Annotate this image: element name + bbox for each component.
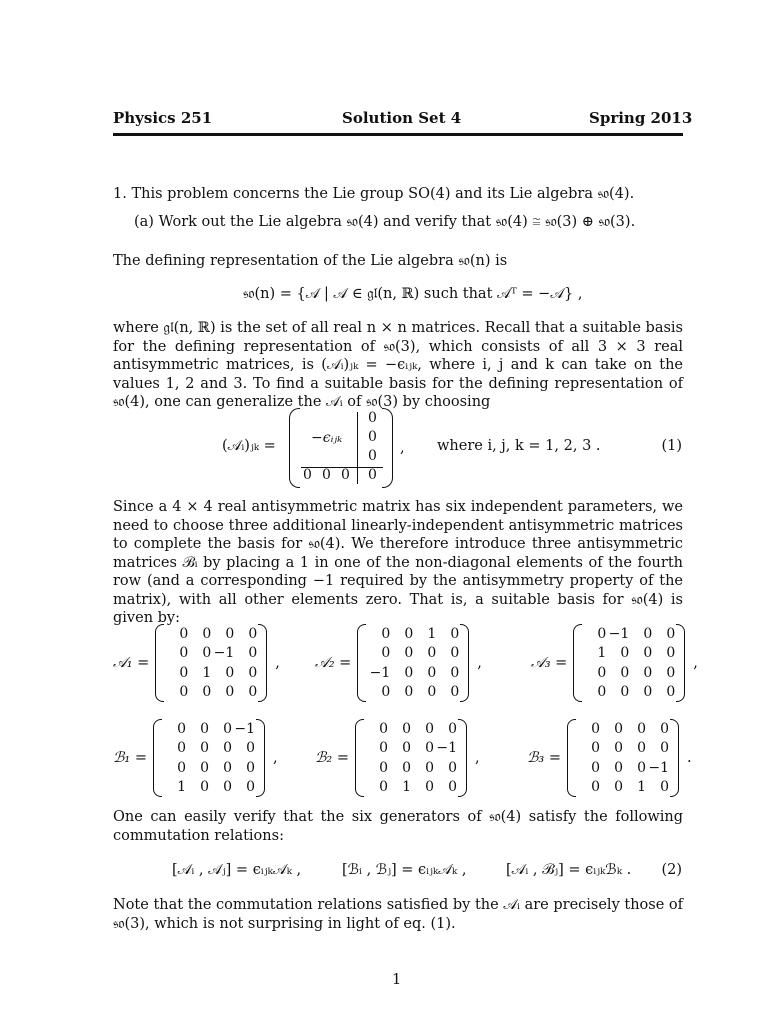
matrix-entry: 0 xyxy=(202,684,212,700)
matrix-entry: 0 xyxy=(248,625,258,642)
matrix-entry: 0 xyxy=(620,664,630,681)
matrix-entry: 0 xyxy=(404,684,414,700)
matrix-grid xyxy=(164,625,258,702)
matrix-entry: 0 xyxy=(223,740,232,756)
matrix-entry: 0 xyxy=(448,720,457,737)
eq1-vertical-divider xyxy=(357,412,358,484)
matrix-left-paren xyxy=(155,624,164,702)
matrix-trailing-punct: , xyxy=(474,750,480,766)
matrix-entry: 0 xyxy=(614,740,623,756)
matrix-entry: 0 xyxy=(381,625,391,642)
matrix-entry: 0 xyxy=(179,664,189,681)
eq1-col-entry: 0 xyxy=(368,429,377,445)
matrix-entry: −1 xyxy=(436,740,457,756)
matrix-trailing-punct: , xyxy=(693,655,698,671)
matrix-left-paren xyxy=(567,719,576,797)
header-course: Physics 251 xyxy=(113,109,213,127)
matrix-grid xyxy=(582,625,676,702)
matrix-entry: 0 xyxy=(246,759,255,776)
matrix-label: ℬ₂ = xyxy=(315,750,349,766)
basis-matrix xyxy=(113,624,280,702)
matrix-entry: 0 xyxy=(614,779,623,795)
matrix-left-paren xyxy=(573,624,582,702)
matrix-entry: 0 xyxy=(246,779,255,795)
matrix-entry: 1 xyxy=(597,645,607,661)
basis-matrix xyxy=(527,719,692,797)
matrix-entry: 0 xyxy=(179,684,189,700)
matrix-entry: 0 xyxy=(643,664,653,681)
matrix-entry: 0 xyxy=(448,759,457,776)
matrix-entry: 0 xyxy=(660,740,669,756)
eq1-number: (1) xyxy=(661,438,682,454)
paragraph-defining-rep: The defining representation of the Lie algebra 𝔰𝔬(n) is xyxy=(113,253,508,269)
matrix-entry: 0 xyxy=(666,645,676,661)
matrix-entry: 0 xyxy=(591,759,600,776)
matrix-entry: 0 xyxy=(591,779,600,795)
matrix-entry: 0 xyxy=(666,684,676,700)
matrix-entry: 0 xyxy=(427,664,437,681)
matrix-entry: 0 xyxy=(597,664,607,681)
matrix-entry: 0 xyxy=(637,740,646,756)
matrix-label: 𝒜₂ = xyxy=(315,655,352,671)
matrix-entry: 0 xyxy=(620,684,630,700)
matrix-entry: 0 xyxy=(427,645,437,661)
eq1-row-entry: 0 xyxy=(322,467,331,483)
basis-matrix xyxy=(113,719,278,797)
matrix-entry: 0 xyxy=(614,720,623,737)
matrix-entry: 0 xyxy=(177,720,186,737)
matrix-entry: −1 xyxy=(608,625,630,642)
matrix-entry: 0 xyxy=(643,645,653,661)
matrix-entry: 0 xyxy=(448,779,457,795)
matrix-entry: 0 xyxy=(666,625,676,642)
matrix-label: ℬ₁ = xyxy=(113,750,147,766)
matrix-entry: 0 xyxy=(620,645,630,661)
matrix-right-paren xyxy=(258,624,267,702)
matrix-entry: 0 xyxy=(427,684,437,700)
matrix-entry: 0 xyxy=(379,740,388,756)
matrix-trailing-punct: , xyxy=(477,655,482,671)
matrix-entry: 0 xyxy=(379,779,388,795)
matrix-entry: 1 xyxy=(177,779,186,795)
matrix-label: 𝒜₃ = xyxy=(531,655,568,671)
matrix-right-paren xyxy=(256,719,265,797)
basis-matrix xyxy=(315,624,482,702)
eq1-row-entry: 0 xyxy=(341,467,350,483)
matrix-entry: 0 xyxy=(597,625,607,642)
matrix-entry: 1 xyxy=(202,664,212,681)
eq1-epsilon-block: −ϵᵢⱼₖ xyxy=(311,430,343,446)
matrix-entry: 0 xyxy=(402,740,411,756)
matrix-entry: 0 xyxy=(643,625,653,642)
paragraph-commutation: One can easily verify that the six generators of 𝔰𝔬(4) satisfy the following commutation relations: xyxy=(113,809,683,844)
matrix-entry: 0 xyxy=(179,625,189,642)
header-title: Solution Set 4 xyxy=(342,109,462,127)
eq1-row-entry: 0 xyxy=(368,467,377,483)
matrix-entry: 0 xyxy=(660,720,669,737)
matrix-entry: 0 xyxy=(223,720,232,737)
matrix-entry: 0 xyxy=(660,779,669,795)
matrix-entry: 0 xyxy=(225,684,235,700)
matrix-entry: 0 xyxy=(637,759,646,776)
matrix-right-paren xyxy=(458,719,467,797)
matrix-entry: 0 xyxy=(591,720,600,737)
matrix-entry: 0 xyxy=(450,684,460,700)
matrix-entry: 0 xyxy=(381,684,391,700)
matrix-entry: 0 xyxy=(177,759,186,776)
matrix-trailing-punct: , xyxy=(275,655,280,671)
matrix-entry: 0 xyxy=(225,664,235,681)
matrix-entry: 0 xyxy=(402,720,411,737)
matrix-entry: 0 xyxy=(200,720,209,737)
matrix-entry: 0 xyxy=(666,664,676,681)
problem-intro: 1. This problem concerns the Lie group SO(4) and its Lie algebra 𝔰𝔬(4). xyxy=(113,186,635,202)
paragraph-so3-basis: where 𝔤𝔩(n, ℝ) is the set of all real n × n matrices. Recall that a suitable basis for the defining representation of 𝔰𝔬(3), which consists of all 3 × 3 real antisymmetric matrices, is (𝒜ᵢ)ⱼₖ = −ϵᵢⱼₖ, where i, j and k can take on the values 1, 2 and 3. To find a suitable basis for the defining representation of 𝔰𝔬(4), one can generalize the 𝒜ᵢ of 𝔰𝔬(3) by choosing xyxy=(113,320,683,410)
matrix-entry: 0 xyxy=(202,625,212,642)
matrix-entry: 0 xyxy=(248,684,258,700)
matrix-entry: 0 xyxy=(404,625,414,642)
matrix-entry: 0 xyxy=(248,645,258,661)
matrix-left-paren xyxy=(153,719,162,797)
matrix-entry: 0 xyxy=(223,779,232,795)
eq1-col-entry: 0 xyxy=(368,448,377,464)
matrix-entry: −1 xyxy=(369,664,391,681)
header-term: Spring 2013 xyxy=(589,109,693,127)
matrix-grid xyxy=(162,720,256,797)
basis-matrix xyxy=(315,719,480,797)
page-number: 1 xyxy=(392,972,402,988)
matrix-entry: 0 xyxy=(425,759,434,776)
matrix-entry: 0 xyxy=(643,684,653,700)
matrix-entry: 0 xyxy=(425,779,434,795)
matrix-entry: 1 xyxy=(402,779,411,795)
matrix-entry: 0 xyxy=(202,645,212,661)
matrix-right-paren xyxy=(670,719,679,797)
matrix-left-paren xyxy=(355,719,364,797)
matrix-right-paren xyxy=(676,624,685,702)
basis-matrix xyxy=(531,624,698,702)
eq1-col-entry: 0 xyxy=(368,410,377,426)
matrix-entry: 0 xyxy=(591,740,600,756)
eq1-left-paren xyxy=(289,408,300,488)
matrix-entry: 0 xyxy=(425,720,434,737)
matrix-trailing-punct: , xyxy=(272,750,278,766)
matrix-grid xyxy=(364,720,458,797)
matrix-trailing-punct: . xyxy=(686,750,692,766)
matrix-entry: 0 xyxy=(248,664,258,681)
matrix-entry: 0 xyxy=(450,625,460,642)
matrix-entry: 0 xyxy=(246,740,255,756)
eq2-aa: [𝒜ᵢ , 𝒜ⱼ] = ϵᵢⱼₖ𝒜ₖ , xyxy=(172,862,302,878)
matrix-grid xyxy=(366,625,460,702)
eq1-lhs: (𝒜ᵢ)ⱼₖ = xyxy=(222,438,276,454)
eq1-comma: , xyxy=(400,440,405,456)
matrix-left-paren xyxy=(357,624,366,702)
matrix-entry: 0 xyxy=(381,645,391,661)
matrix-entry: −1 xyxy=(213,645,235,661)
matrix-label: 𝒜₁ = xyxy=(113,655,150,671)
matrix-right-paren xyxy=(460,624,469,702)
eq2-bb: [ℬᵢ , ℬⱼ] = ϵᵢⱼₖ𝒜ₖ , xyxy=(342,862,467,878)
matrix-entry: 0 xyxy=(379,720,388,737)
matrix-label: ℬ₃ = xyxy=(527,750,561,766)
matrix-entry: 0 xyxy=(404,645,414,661)
problem-part-a: (a) Work out the Lie algebra 𝔰𝔬(4) and verify that 𝔰𝔬(4) ≅ 𝔰𝔬(3) ⊕ 𝔰𝔬(3). xyxy=(134,214,636,230)
matrix-entry: 0 xyxy=(425,740,434,756)
matrix-entry: 0 xyxy=(200,740,209,756)
matrix-entry: 0 xyxy=(614,759,623,776)
matrix-entry: 0 xyxy=(225,625,235,642)
matrix-entry: 0 xyxy=(637,720,646,737)
matrix-entry: 0 xyxy=(177,740,186,756)
eq2-number: (2) xyxy=(661,862,682,878)
matrix-entry: 0 xyxy=(179,645,189,661)
paragraph-so4-basis: Since a 4 × 4 real antisymmetric matrix has six independent parameters, we need to choose three additional linearly-independent antisymmetric matrices to complete the basis for 𝔰𝔬(4). We therefore introduce three antisymmetric matrices ℬᵢ by placing a 1 in one of the non-diagonal elements of the fourth row (and a corresponding −1 required by the antisymmetry property of the matrix), with all other elements zero. That is, a suitable basis for 𝔰𝔬(4) is given by: xyxy=(113,499,683,626)
eq2-ab: [𝒜ᵢ , ℬⱼ] = ϵᵢⱼₖℬₖ . xyxy=(506,862,632,878)
eq1-row-entry: 0 xyxy=(303,467,312,483)
matrix-entry: 0 xyxy=(450,664,460,681)
matrix-entry: 0 xyxy=(597,684,607,700)
header-rule xyxy=(113,133,683,136)
matrix-grid xyxy=(576,720,670,797)
matrix-entry: 0 xyxy=(402,759,411,776)
eq1-block-matrix xyxy=(289,408,393,486)
matrix-entry: 0 xyxy=(200,779,209,795)
equation-son: 𝔰𝔬(n) = {𝒜 | 𝒜 ∈ 𝔤𝔩(n, ℝ) such that 𝒜ᵀ = −𝒜} , xyxy=(243,286,583,302)
matrix-entry: 0 xyxy=(200,759,209,776)
matrix-entry: 0 xyxy=(404,664,414,681)
matrix-entry: −1 xyxy=(234,720,255,737)
matrix-entry: 1 xyxy=(637,779,646,795)
matrix-entry: 0 xyxy=(450,645,460,661)
eq1-right-paren xyxy=(382,408,393,488)
paragraph-note: Note that the commutation relations satisfied by the 𝒜ᵢ are precisely those of 𝔰𝔬(3), which is not surprising in light of eq. (1). xyxy=(113,897,683,932)
matrix-entry: 0 xyxy=(223,759,232,776)
eq1-where: where i, j, k = 1, 2, 3 . xyxy=(437,438,601,454)
matrix-entry: 0 xyxy=(379,759,388,776)
matrix-entry: −1 xyxy=(648,759,669,776)
matrix-entry: 1 xyxy=(427,625,437,642)
